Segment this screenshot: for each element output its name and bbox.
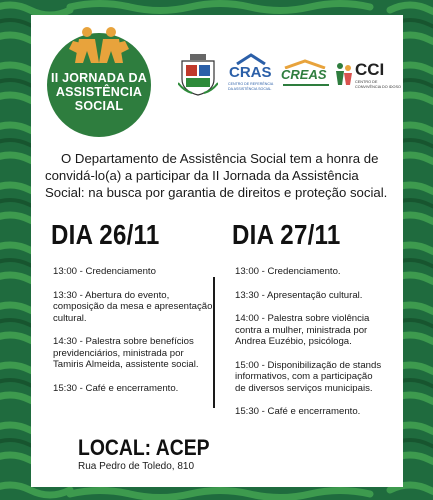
schedule-item: 13:00 - Credenciamento (53, 266, 156, 277)
cras-title: CRAS (229, 64, 272, 81)
invitation-text: O Departamento de Assistência Social tem a honra de convidá-lo(a) a participar da II Jornada da Assistência Social: na busca por garantia de direitos e proteção social. (45, 151, 388, 200)
badge-line-3: SOCIAL (74, 99, 124, 113)
location-heading: LOCAL: ACEP (78, 435, 210, 460)
invitation-card (31, 15, 403, 487)
cras-subtitle-2: DA ASSISTÊNCIA SOCIAL (228, 87, 272, 91)
municipal-coat-of-arms (178, 53, 218, 97)
cci-subtitle-2: CONVIVÊNCIA DO IDOSO (355, 85, 401, 89)
schedule-item: 14:00 - Palestra sobre violência contra a mulher, ministrada por Andrea Euzébio, psicóloga. (235, 313, 370, 347)
cci-title: CCI (355, 60, 385, 79)
schedule-item: 15:00 - Disponibilização de stands informativos, com a participação de diversos serviços municipais. (235, 359, 382, 394)
schedule-item: 13:30 - Apresentação cultural. (235, 289, 363, 301)
cci-subtitle-1: CENTRO DE (355, 80, 378, 84)
day-2-schedule (235, 266, 385, 430)
schedule-item: 14:30 - Palestra sobre benefícios previdenciários, ministrada por Tamiris Almeida, assistente social. (53, 336, 199, 370)
schedule-item: 13:30 - Abertura do evento, composição da mesa e apresentação cultural. (53, 289, 213, 324)
column-divider (213, 277, 215, 408)
badge-line-2: ASSISTÊNCIA (55, 85, 143, 99)
schedule-item: 15:30 - Café e encerramento. (53, 382, 179, 394)
schedule-item: 15:30 - Café e encerramento. (235, 406, 361, 417)
cras-logo (227, 53, 275, 97)
cras-subtitle-1: CENTRO DE REFERÊNCIA (228, 82, 274, 86)
people-icon (334, 61, 354, 87)
day-1-schedule (53, 266, 213, 406)
badge-line-1: II JORNADA DA (51, 71, 147, 85)
schedule-item: 13:00 - Credenciamento. (235, 266, 341, 277)
creas-logo (279, 59, 331, 91)
badge-title (41, 71, 157, 113)
day-1-heading: DIA 26/11 (51, 219, 160, 250)
day-2-heading: DIA 27/11 (232, 219, 341, 250)
creas-title: CREAS (281, 67, 327, 82)
creas-underline (283, 84, 329, 86)
cci-logo (334, 59, 401, 93)
location-address: Rua Pedro de Toledo, 810 (78, 461, 195, 472)
